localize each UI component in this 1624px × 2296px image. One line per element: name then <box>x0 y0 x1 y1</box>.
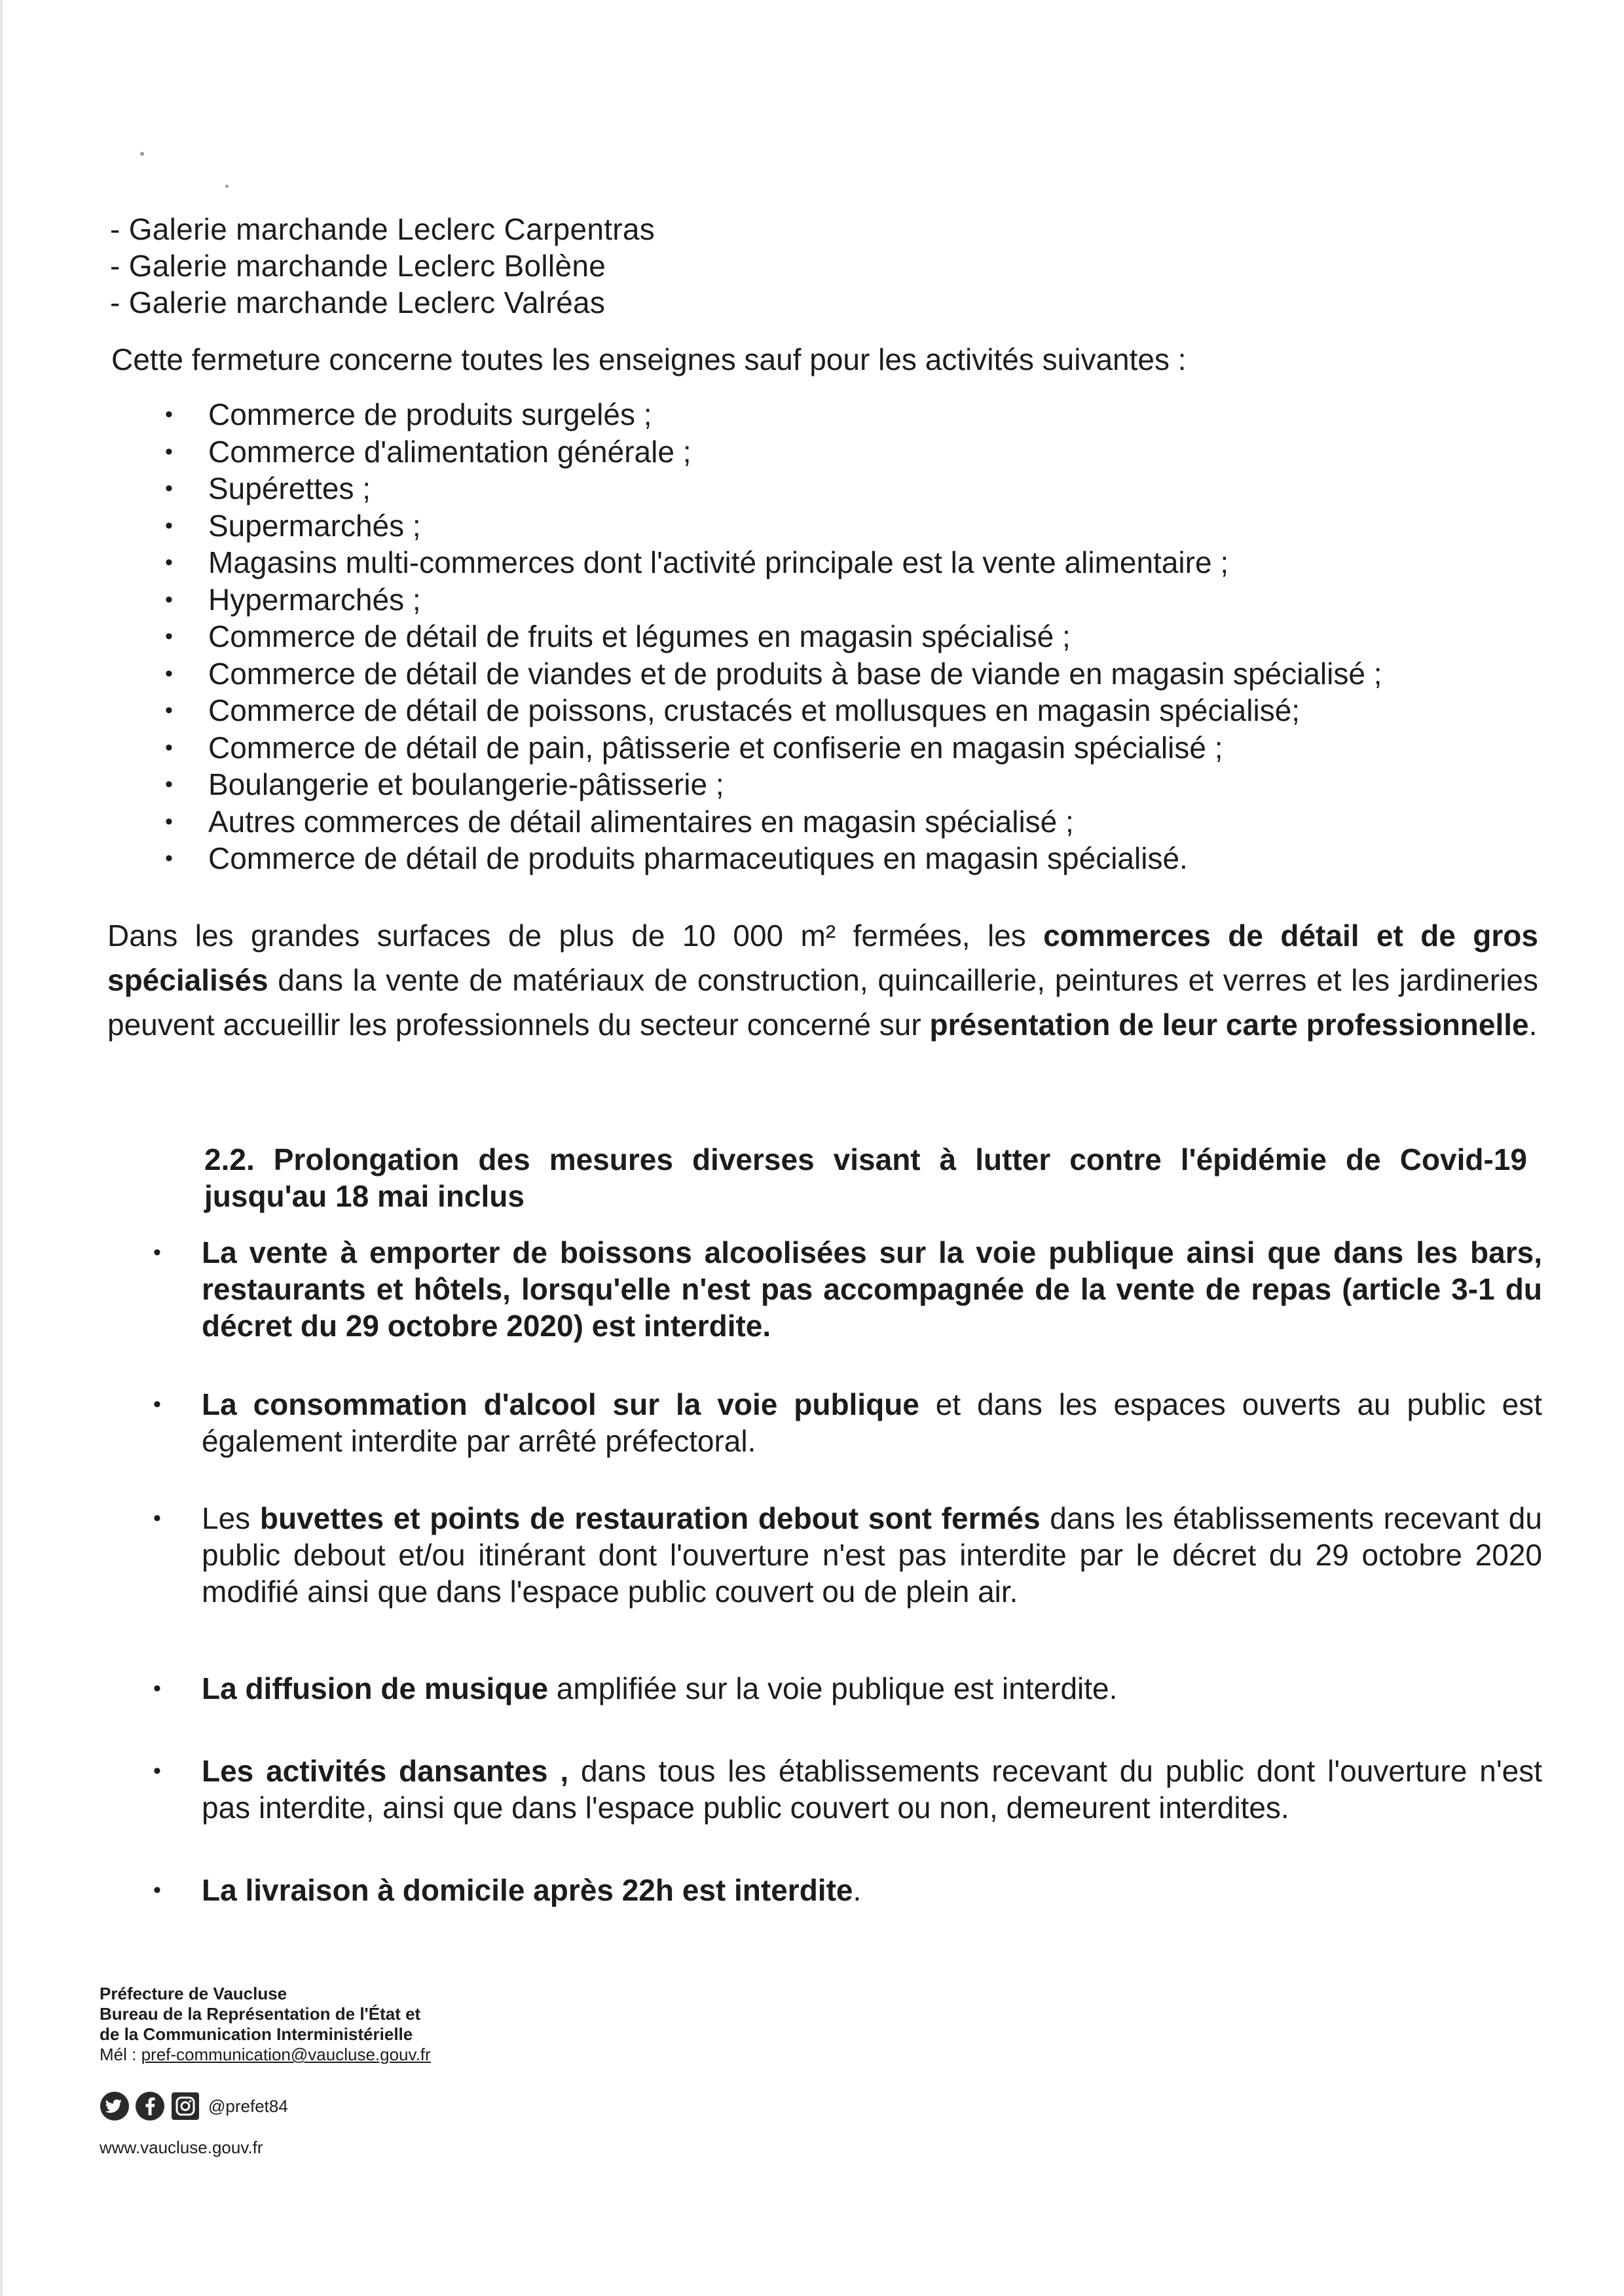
bullet: • <box>165 809 173 834</box>
activite-item <box>157 655 1545 693</box>
mesure-item <box>151 1670 1542 1707</box>
bullet: • <box>153 1676 161 1701</box>
bullet: • <box>165 513 173 538</box>
bullet: • <box>165 439 173 464</box>
bullet: • <box>165 550 173 575</box>
activite-item <box>157 396 1545 433</box>
galerie-item: - Galerie marchande Leclerc Carpentras <box>110 212 655 246</box>
bullet: • <box>165 624 173 649</box>
paragraph-text: dans la vente de matériaux de construction, quincaillerie, peintures et verres et les jardineries peuvent accueillir les professionnels du secteur concerné sur <box>107 963 1538 1042</box>
mesure-bold: La vente à emporter de boissons alcoolisées sur la voie publique ainsi que dans les bars, restaurants et hôtels, lorsqu'elle n'est pas accompagnée de la vente de repas (article 3-1 du décret du 29 octobre 2020) est interdite. <box>202 1235 1542 1343</box>
grandes-surfaces-paragraph <box>107 913 1538 1047</box>
intro-text: Cette fermeture concerne toutes les enseignes sauf pour les activités suivantes : <box>111 342 1187 376</box>
activite-label: Supermarchés ; <box>208 508 421 543</box>
footer-prefecture: Préfecture de Vaucluse <box>100 1984 287 2003</box>
bullet: • <box>165 698 173 723</box>
bullet: • <box>165 846 173 871</box>
footer-contact <box>100 1984 689 2065</box>
mesure-bold: buvettes et points de restauration debout sont fermés <box>259 1501 1041 1535</box>
bullet: • <box>165 661 173 686</box>
activite-label: Magasins multi-commerces dont l'activité principale est la vente alimentaire ; <box>208 545 1229 579</box>
mesure-text: . <box>853 1873 862 1907</box>
bullet: • <box>165 476 173 501</box>
activite-label: Supérettes ; <box>208 471 371 505</box>
activite-label: Autres commerces de détail alimentaires en magasin spécialisé ; <box>208 804 1074 839</box>
activite-item <box>157 507 1545 545</box>
paragraph-text: Dans les grandes surfaces de plus de 10 000 m² fermées, les <box>107 919 1044 953</box>
paragraph-text: . <box>1528 1008 1538 1042</box>
scan-edge-shadow <box>0 0 3 2296</box>
mesure-bold: La consommation d'alcool sur la voie publique <box>202 1387 919 1421</box>
mesure-bold: Les activités dansantes , <box>202 1754 569 1788</box>
mesure-item <box>151 1500 1542 1610</box>
activite-item <box>157 470 1545 507</box>
scan-speck <box>140 152 144 156</box>
activite-label: Commerce de détail de pain, pâtisserie et confiserie en magasin spécialisé ; <box>208 730 1223 765</box>
paragraph-bold: présentation de leur carte professionnelle <box>929 1008 1529 1042</box>
bullet: • <box>165 402 173 427</box>
bullet: • <box>153 1392 161 1417</box>
mesure-item <box>151 1386 1542 1459</box>
activite-item <box>157 840 1545 877</box>
activite-item <box>157 581 1545 619</box>
mesure-item <box>151 1753 1542 1826</box>
activite-label: Commerce de détail de poissons, crustacés et mollusques en magasin spécialisé; <box>208 693 1301 727</box>
mail-label: Mél : <box>100 2045 141 2064</box>
galerie-list <box>110 211 1485 321</box>
social-links <box>100 2088 288 2124</box>
galerie-item: - Galerie marchande Leclerc Valréas <box>110 285 606 319</box>
mesure-text: Les <box>202 1501 260 1535</box>
activite-item <box>157 618 1545 655</box>
footer-bureau-line1: Bureau de la Représentation de l'État et <box>100 2004 421 2024</box>
social-handle[interactable]: @prefet84 <box>208 2096 288 2116</box>
footer-bureau-line2: de la Communication Interministérielle <box>100 2024 413 2044</box>
mesure-text: et dans les espaces ouverts au public est également interdite par arrêté préfectoral. <box>202 1387 1542 1458</box>
activite-item <box>157 692 1545 729</box>
activite-item <box>157 544 1545 581</box>
mesure-text: amplifiée sur la voie publique est interdite. <box>548 1671 1118 1705</box>
mesures-list <box>151 1234 1542 1908</box>
footer-mail-line <box>100 2045 689 2065</box>
galerie-item: - Galerie marchande Leclerc Bollène <box>110 249 606 283</box>
mail-link[interactable]: pref-communication@vaucluse.gouv.fr <box>141 2045 431 2064</box>
paragraph-bold: commerces de détail et de gros spécialisés <box>107 919 1538 997</box>
activite-item <box>157 433 1545 471</box>
activite-label: Hypermarchés ; <box>208 582 421 617</box>
activite-item <box>157 803 1545 841</box>
bullet: • <box>165 735 173 760</box>
activite-label: Commerce de détail de viandes et de produits à base de viande en magasin spécialisé ; <box>208 656 1382 691</box>
activite-label: Boulangerie et boulangerie-pâtisserie ; <box>208 767 724 801</box>
instagram-icon[interactable] <box>170 2091 200 2121</box>
mesure-bold: La livraison à domicile après 22h est interdite <box>202 1873 853 1907</box>
bullet: • <box>165 772 173 797</box>
activite-label: Commerce de produits surgelés ; <box>208 397 652 431</box>
mesure-text: dans les établissements recevant du public debout et/ou itinérant dont l'ouverture n'est pas interdite par le décret du 29 octobre 2020 modifié ainsi que dans l'espace public couvert ou de plein air. <box>202 1501 1542 1609</box>
facebook-icon[interactable] <box>135 2091 165 2121</box>
activite-item <box>157 766 1545 803</box>
mesure-item <box>151 1234 1542 1344</box>
activite-label: Commerce de détail de produits pharmaceutiques en magasin spécialisé. <box>208 841 1188 875</box>
bullet: • <box>153 1506 161 1531</box>
bullet: • <box>153 1758 161 1783</box>
activite-label: Commerce de détail de fruits et légumes en magasin spécialisé ; <box>208 619 1071 653</box>
bullet: • <box>153 1240 161 1265</box>
scan-speck <box>225 185 229 188</box>
section-title: 2.2. Prolongation des mesures diverses visant à lutter contre l'épidémie de Covid-19 jusqu'au 18 mai inclus <box>204 1142 1527 1213</box>
twitter-icon[interactable] <box>100 2091 130 2121</box>
mesure-text: dans tous les établissements recevant du public dont l'ouverture n'est pas interdite, ainsi que dans l'espace public couvert ou non, demeurent interdites. <box>202 1754 1542 1825</box>
website-url[interactable]: www.vaucluse.gouv.fr <box>100 2138 263 2157</box>
mesure-item <box>151 1872 1542 1908</box>
mesure-bold: La diffusion de musique <box>202 1671 549 1705</box>
bullet: • <box>153 1878 161 1903</box>
activite-label: Commerce d'alimentation générale ; <box>208 434 692 469</box>
activites-list <box>157 396 1545 877</box>
bullet: • <box>165 587 173 612</box>
activite-item <box>157 729 1545 767</box>
